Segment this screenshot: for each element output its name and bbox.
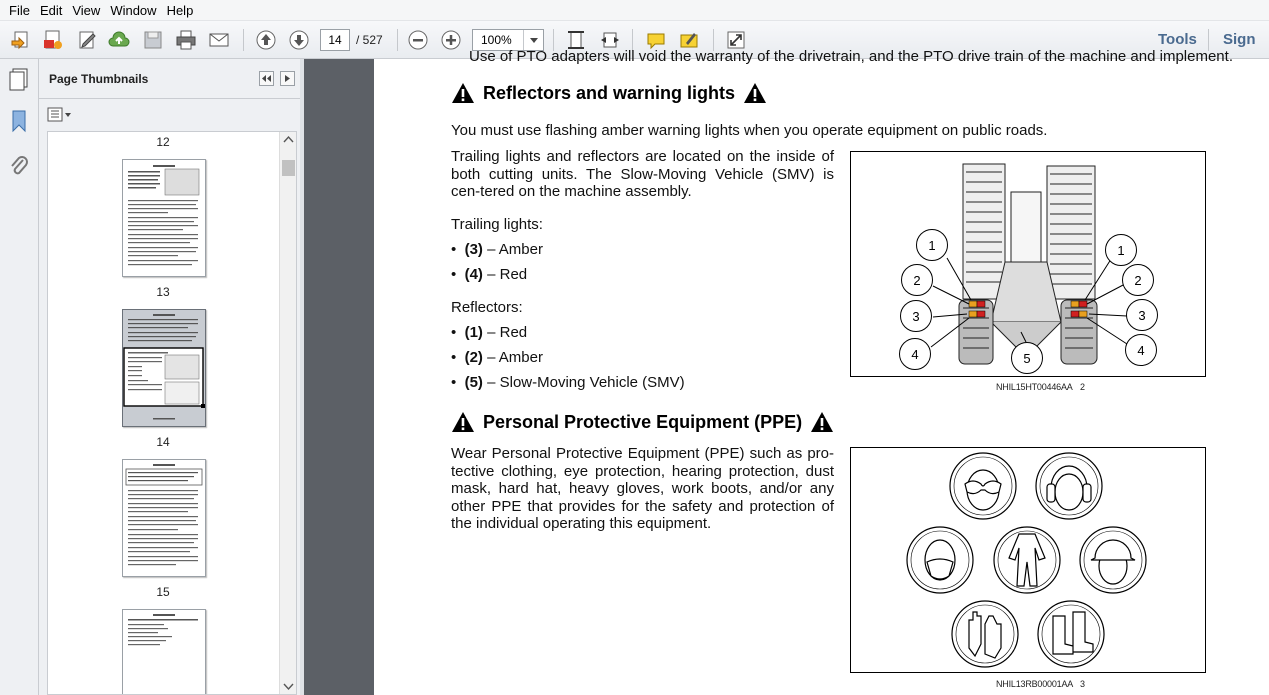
item-number: (1) [464, 324, 483, 341]
page-thumbnails-icon[interactable] [8, 67, 30, 94]
item-number: (4) [464, 266, 483, 283]
document-background [304, 59, 374, 695]
section-heading-ppe [451, 411, 834, 433]
figure-code: NHIL15HT00446AA [996, 382, 1073, 392]
menu-edit[interactable]: Edit [39, 2, 63, 18]
ppe-paragraph: Wear Personal Protective Equipment (PPE) such as pro-tective clothing, eye protection, hearing protection, dust mask, hard hat, heavy gloves, work boots, and/or any other PPE that provides for the safety and protection of the individual operating this equipment. [451, 445, 834, 532]
figure-reflectors [850, 151, 1206, 377]
page-down-icon[interactable] [286, 27, 312, 53]
trailing-lights-heading: Trailing lights: [451, 216, 543, 233]
figure-code: NHIL13RB00001AA [996, 679, 1074, 689]
collapse-panel-icon[interactable] [259, 71, 274, 86]
page-thumbnails-panel [39, 59, 300, 695]
figure-ppe [850, 447, 1206, 673]
thumbnail-label: 13 [156, 285, 170, 299]
reflectors-heading: Reflectors: [451, 299, 523, 316]
callout-1-right: 1 [1105, 234, 1137, 266]
item-number: (3) [464, 241, 483, 258]
reflectors-intro: You must use flashing amber warning lights when you operate equipment on public roads. [451, 122, 1048, 139]
thumbnail-page-15[interactable] [122, 459, 206, 577]
sign-button[interactable]: Sign [1223, 31, 1256, 48]
top-cut-text: Use of PTO adapters will void the warranty of the drivetrain, and the PTO drive train of the machine and implement. [469, 48, 1233, 65]
section-title: Personal Protective Equipment (PPE) [483, 411, 803, 432]
callout-3-left: 3 [900, 300, 932, 332]
thumbnails-scroll-area[interactable] [47, 131, 297, 695]
item-text: – Amber [482, 241, 543, 258]
work-boots-icon [1038, 601, 1104, 667]
warning-icon [743, 82, 767, 104]
create-icon[interactable] [8, 27, 34, 53]
warning-icon [451, 411, 475, 433]
thumbnails-scrollbar[interactable] [279, 132, 296, 694]
figure-number: 3 [1080, 679, 1085, 689]
reflectors-paragraph: Trailing lights and reflectors are located on the inside of both cutting units. The Slow-Moving Vehicle (SMV) is cen-tered on the machine assembly. [451, 148, 834, 200]
tools-button[interactable]: Tools [1158, 31, 1197, 48]
section-title: Reflectors and warning lights [483, 82, 736, 103]
thumbnail-page-13[interactable] [122, 159, 206, 277]
zoom-in-icon[interactable] [438, 27, 464, 53]
callout-5: 5 [1011, 342, 1043, 374]
edit-icon[interactable] [74, 27, 100, 53]
item-text: – Slow-Moving Vehicle (SMV) [482, 374, 685, 391]
navigation-strip [0, 59, 39, 695]
thumbnail-options [39, 100, 300, 130]
eye-protection-icon [950, 453, 1016, 519]
list-item: • (4) – Red [451, 266, 528, 283]
menu-help[interactable]: Help [166, 2, 194, 18]
thumbnail-page-16[interactable] [122, 609, 206, 695]
panel-menu-icon[interactable] [280, 71, 295, 86]
item-text: – Red [482, 266, 528, 283]
callout-3-right: 3 [1126, 299, 1158, 331]
panel-header [39, 59, 300, 99]
figure-number: 2 [1080, 382, 1085, 392]
thumbnail-label: 12 [156, 135, 170, 149]
cloud-upload-icon[interactable] [106, 27, 132, 53]
panel-title: Page Thumbnails [49, 72, 149, 86]
callout-2-right: 2 [1122, 264, 1154, 296]
list-item: • (2) – Amber [451, 349, 543, 366]
callout-2-left: 2 [901, 264, 933, 296]
callout-4-left: 4 [899, 338, 931, 370]
menu-file[interactable]: File [9, 2, 30, 18]
warning-icon [451, 82, 475, 104]
callout-1-left: 1 [916, 229, 948, 261]
thumbnail-page-14[interactable] [122, 309, 206, 427]
hearing-protection-icon [1036, 453, 1102, 519]
thumbnail-label: 15 [156, 585, 170, 599]
chevron-down-icon[interactable] [523, 30, 543, 50]
save-icon[interactable] [140, 27, 166, 53]
document-page [374, 48, 1269, 695]
gloves-icon [952, 601, 1018, 667]
print-icon[interactable] [173, 27, 199, 53]
page-up-icon[interactable] [253, 27, 279, 53]
list-item: • (3) – Amber [451, 241, 543, 258]
item-text: – Amber [482, 349, 543, 366]
list-item: • (1) – Red [451, 324, 528, 341]
zoom-value: 100% [481, 33, 512, 47]
menu-bar [0, 0, 1269, 21]
page-number-input[interactable]: 14 [320, 29, 350, 51]
hard-hat-icon [1080, 527, 1146, 593]
zoom-out-icon[interactable] [405, 27, 431, 53]
item-number: (2) [464, 349, 483, 366]
dust-mask-icon [907, 527, 973, 593]
list-item: • (5) – Slow-Moving Vehicle (SMV) [451, 374, 685, 391]
protective-clothing-icon [994, 527, 1060, 593]
options-menu-icon[interactable] [47, 107, 73, 126]
export-pdf-icon[interactable] [40, 27, 66, 53]
warning-icon [810, 411, 834, 433]
thumbnail-label: 14 [156, 435, 170, 449]
attachments-icon[interactable] [9, 154, 29, 181]
page-total: / 527 [356, 33, 383, 47]
email-icon[interactable] [206, 27, 232, 53]
bookmarks-icon[interactable] [9, 109, 29, 136]
menu-view[interactable]: View [72, 2, 101, 18]
menu-window[interactable]: Window [110, 2, 157, 18]
section-heading-reflectors [451, 82, 767, 104]
item-text: – Red [482, 324, 528, 341]
item-number: (5) [464, 374, 483, 391]
callout-4-right: 4 [1125, 334, 1157, 366]
